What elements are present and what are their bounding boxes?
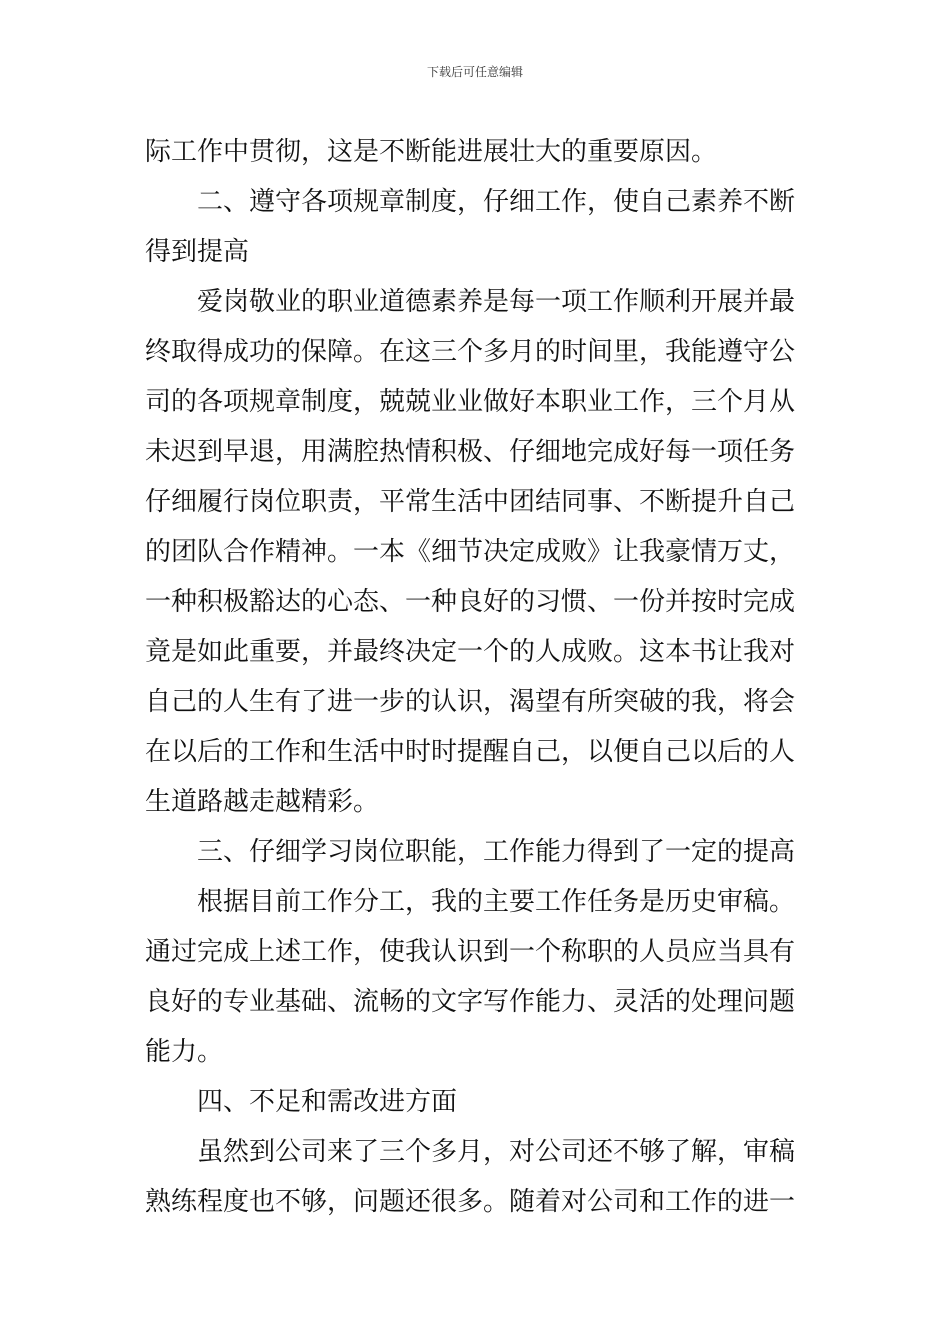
paragraph-line: 司的各项规章制度，兢兢业业做好本职业工作，三个月从 xyxy=(145,387,796,417)
section-heading-line: 四、不足和需改进方面 xyxy=(197,1087,458,1117)
paragraph-line: 熟练程度也不够，问题还很多。随着对公司和工作的进一 xyxy=(145,1187,796,1217)
section-heading-line: 二、遵守各项规章制度，仔细工作，使自己素养不断 xyxy=(197,187,796,217)
paragraph-line: 未迟到早退，用满腔热情积极、仔细地完成好每一项任务 xyxy=(145,437,796,467)
document-body xyxy=(145,127,810,1227)
paragraph-line: 生道路越走越精彩。 xyxy=(145,787,380,817)
paragraph-line: 在以后的工作和生活中时时提醒自己，以便自己以后的人 xyxy=(145,737,796,767)
paragraph-line: 爱岗敬业的职业道德素养是每一项工作顺利开展并最 xyxy=(197,287,796,317)
section-heading-line: 得到提高 xyxy=(145,237,250,267)
page-header: 下载后可任意编辑 xyxy=(426,65,523,79)
paragraph-line: 竟是如此重要，并最终决定一个的人成败。这本书让我对 xyxy=(145,637,796,667)
paragraph-line: 际工作中贯彻，这是不断能进展壮大的重要原因。 xyxy=(145,137,718,167)
paragraph-line: 自己的人生有了进一步的认识，渴望有所突破的我，将会 xyxy=(145,687,796,717)
paragraph-line: 能力。 xyxy=(145,1037,224,1067)
paragraph-line: 一种积极豁达的心态、一种良好的习惯、一份并按时完成 xyxy=(145,587,796,617)
paragraph-line: 终取得成功的保障。在这三个多月的时间里，我能遵守公 xyxy=(145,337,796,367)
paragraph-line: 虽然到公司来了三个多月，对公司还不够了解，审稿 xyxy=(197,1137,796,1167)
section-heading-line: 三、仔细学习岗位职能，工作能力得到了一定的提高 xyxy=(197,837,796,867)
paragraph-line: 仔细履行岗位职责，平常生活中团结同事、不断提升自己 xyxy=(145,487,796,517)
paragraph-line: 良好的专业基础、流畅的文字写作能力、灵活的处理问题 xyxy=(145,987,796,1017)
paragraph-line: 通过完成上述工作，使我认识到一个称职的人员应当具有 xyxy=(145,937,796,967)
paragraph-line: 根据目前工作分工，我的主要工作任务是历史审稿。 xyxy=(197,887,796,917)
paragraph-line: 的团队合作精神。一本《细节决定成败》让我豪情万丈， xyxy=(145,537,796,567)
